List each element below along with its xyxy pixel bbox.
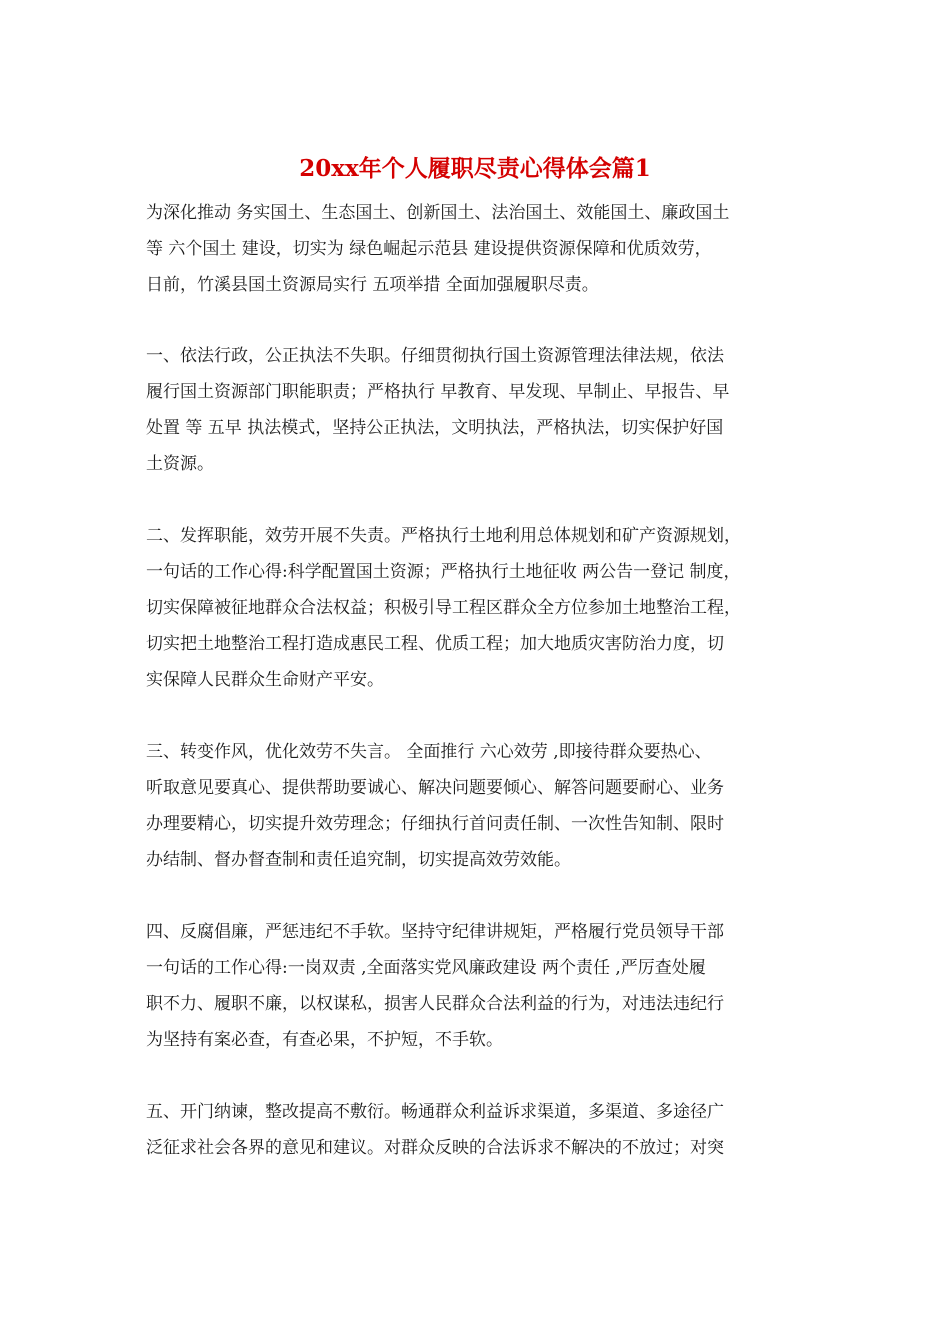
text-line: 切实保障被征地群众合法权益；积极引导工程区群众全方位参加土地整治工程，: [146, 598, 741, 618]
text-line: 切实把土地整治工程打造成惠民工程、优质工程；加大地质灾害防治力度，切: [146, 634, 724, 654]
text-line: 听取意见要真心、提供帮助要诚心、解决问题要倾心、解答问题要耐心、业务: [146, 778, 724, 798]
text-line: 为坚持有案必查，有查必果，不护短，不手软。: [146, 1030, 503, 1050]
text-line: 等 六个国土 建设，切实为 绿色崛起示范县 建设提供资源保障和优质效劳，: [146, 239, 712, 259]
text-line: 四、反腐倡廉，严惩违纪不手软。坚持守纪律讲规矩，严格履行党员领导干部: [146, 922, 724, 942]
text-line: 职不力、履职不廉，以权谋私，损害人民群众合法利益的行为，对违法违纪行: [146, 994, 724, 1014]
section-1-paragraph: [146, 338, 816, 482]
section-2-paragraph: [146, 518, 816, 698]
text-line: 办理要精心，切实提升效劳理念；仔细执行首问责任制、一次性告知制、限时: [146, 814, 724, 834]
document-title: 20xx年个人履职尽责心得体会篇1: [299, 155, 651, 182]
text-line: 为深化推动 务实国土、生态国土、创新国土、法治国土、效能国土、廉政国土: [146, 203, 730, 223]
section-4-paragraph: [146, 914, 816, 1058]
text-line: 一、依法行政，公正执法不失职。仔细贯彻执行国土资源管理法律法规，依法: [146, 346, 724, 366]
text-line: 土资源。: [146, 454, 214, 474]
text-line: 三、转变作风，优化效劳不失言。 全面推行 六心效劳 ,即接待群众要热心、: [146, 742, 712, 762]
text-line: 办结制、督办督查制和责任追究制，切实提高效劳效能。: [146, 850, 571, 870]
text-line: 五、开门纳谏，整改提高不敷衍。畅通群众利益诉求渠道，多渠道、多途径广: [146, 1102, 724, 1122]
text-line: 履行国土资源部门职能职责；严格执行 早教育、早发现、早制止、早报告、早: [146, 382, 730, 402]
text-line: 实保障人民群众生命财产平安。: [146, 670, 384, 690]
text-line: 一句话的工作心得:科学配置国土资源；严格执行土地征收 两公告一登记 制度，: [146, 562, 741, 582]
intro-paragraph: [146, 195, 816, 303]
text-line: 二、发挥职能，效劳开展不失责。严格执行土地利用总体规划和矿产资源规划，: [146, 526, 741, 546]
section-5-paragraph: [146, 1094, 816, 1166]
text-line: 日前，竹溪县国土资源局实行 五项举措 全面加强履职尽责。: [146, 275, 599, 295]
text-line: 一句话的工作心得:一岗双责 ,全面落实党风廉政建设 两个责任 ,严厉查处履: [146, 958, 706, 978]
text-line: 泛征求社会各界的意见和建议。对群众反映的合法诉求不解决的不放过；对突: [146, 1138, 724, 1158]
section-3-paragraph: [146, 734, 816, 878]
text-line: 处置 等 五早 执法模式，坚持公正执法，文明执法，严格执法，切实保护好国: [146, 418, 724, 438]
